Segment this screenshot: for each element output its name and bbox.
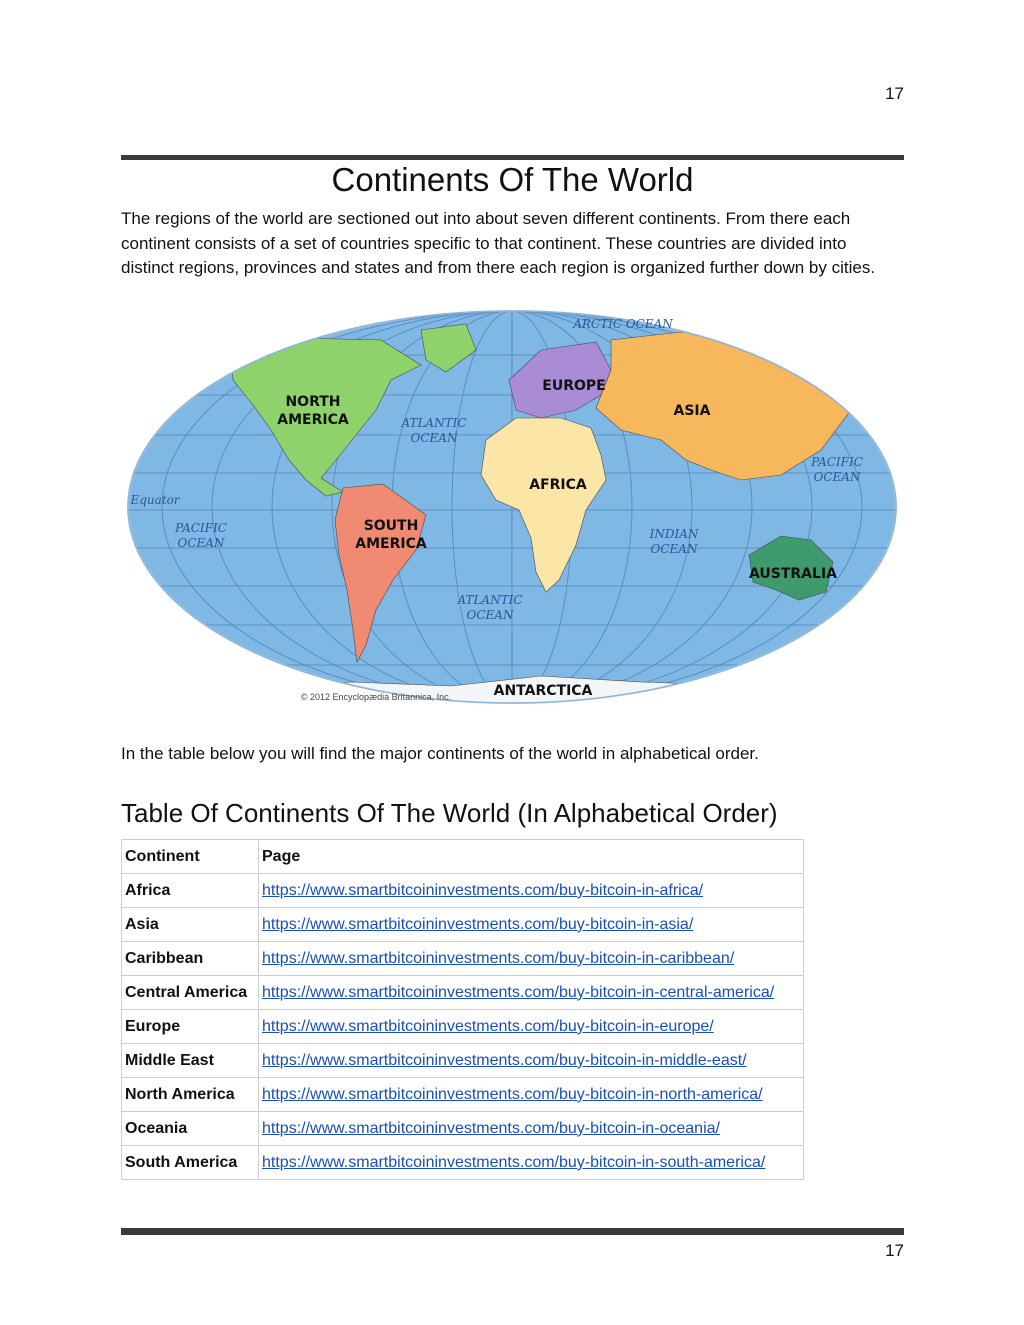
label-antarctica: ANTARCTICA (493, 683, 593, 699)
continent-name: Africa (122, 874, 259, 908)
continent-name: Caribbean (122, 942, 259, 976)
label-africa: AFRICA (529, 477, 587, 493)
table-row (122, 976, 804, 1010)
table-row (122, 1010, 804, 1044)
continent-name: South America (122, 1146, 259, 1180)
label-atlantic-south-2: OCEAN (466, 608, 514, 622)
world-map (121, 310, 904, 710)
label-atlantic-north-1: ATLANTIC (401, 416, 467, 430)
label-australia: AUSTRALIA (749, 566, 837, 582)
continent-name: Europe (122, 1010, 259, 1044)
table-row (122, 1078, 804, 1112)
label-pacific-west-1: PACIFIC (175, 521, 227, 535)
header-page: Page (259, 840, 804, 874)
label-atlantic-north-2: OCEAN (410, 431, 458, 445)
table-header-row (122, 840, 804, 874)
continent-name: Central America (122, 976, 259, 1010)
label-pacific-east-1: PACIFIC (811, 455, 863, 469)
label-indian-1: INDIAN (649, 527, 699, 541)
continent-link[interactable]: https://www.smartbitcoininvestments.com/buy-bitcoin-in-middle-east/ (262, 1051, 747, 1069)
continent-link[interactable]: https://www.smartbitcoininvestments.com/buy-bitcoin-in-europe/ (262, 1017, 714, 1035)
table-row (122, 908, 804, 942)
continent-name: Middle East (122, 1044, 259, 1078)
label-pacific-west-2: OCEAN (177, 536, 225, 550)
continent-link[interactable]: https://www.smartbitcoininvestments.com/buy-bitcoin-in-oceania/ (262, 1119, 720, 1137)
label-arctic-ocean: ARCTIC OCEAN (573, 317, 673, 331)
page-title: Continents Of The World (331, 161, 694, 198)
bottom-divider (121, 1228, 904, 1235)
page-number-bottom: 17 (885, 1241, 904, 1260)
continent-link[interactable]: https://www.smartbitcoininvestments.com/buy-bitcoin-in-caribbean/ (262, 949, 735, 967)
continent-link[interactable]: https://www.smartbitcoininvestments.com/buy-bitcoin-in-africa/ (262, 881, 704, 899)
table-row (122, 874, 804, 908)
continent-name: North America (122, 1078, 259, 1112)
label-pacific-east-2: OCEAN (813, 470, 861, 484)
label-north-america-1: NORTH (285, 394, 341, 410)
label-south-america-2: AMERICA (355, 536, 427, 552)
intro-paragraph: The regions of the world are sectioned out into about seven different continents. From there each continent consists of a set of countries specific to that continent. These countries are divided into distinct regions, provinces and states and from there each region is organized further down by cities. (121, 209, 876, 277)
label-europe: EUROPE (542, 378, 606, 394)
table-row (122, 942, 804, 976)
label-atlantic-south-1: ATLANTIC (457, 593, 523, 607)
table-title: Table Of Continents Of The World (In Alphabetical Order) (121, 798, 778, 828)
continent-link[interactable]: https://www.smartbitcoininvestments.com/buy-bitcoin-in-central-america/ (262, 983, 775, 1001)
continent-link[interactable]: https://www.smartbitcoininvestments.com/buy-bitcoin-in-north-america/ (262, 1085, 763, 1103)
label-north-america-2: AMERICA (277, 412, 349, 428)
label-indian-2: OCEAN (650, 542, 698, 556)
table-row (122, 1112, 804, 1146)
continent-link[interactable]: https://www.smartbitcoininvestments.com/buy-bitcoin-in-south-america/ (262, 1153, 766, 1171)
table-lead-text: In the table below you will find the major continents of the world in alphabetical order. (121, 744, 759, 763)
map-credit: © 2012 Encyclopædia Britannica, Inc. (300, 692, 452, 702)
page-number-top: 17 (885, 84, 904, 103)
continents-table (121, 839, 804, 1180)
continent-name: Asia (122, 908, 259, 942)
table-row (122, 1146, 804, 1180)
continent-name: Oceania (122, 1112, 259, 1146)
label-south-america-1: SOUTH (363, 518, 419, 534)
table-row (122, 1044, 804, 1078)
label-equator: Equator (130, 493, 180, 507)
continent-link[interactable]: https://www.smartbitcoininvestments.com/buy-bitcoin-in-asia/ (262, 915, 694, 933)
header-continent: Continent (122, 840, 259, 874)
label-asia: ASIA (673, 403, 711, 419)
